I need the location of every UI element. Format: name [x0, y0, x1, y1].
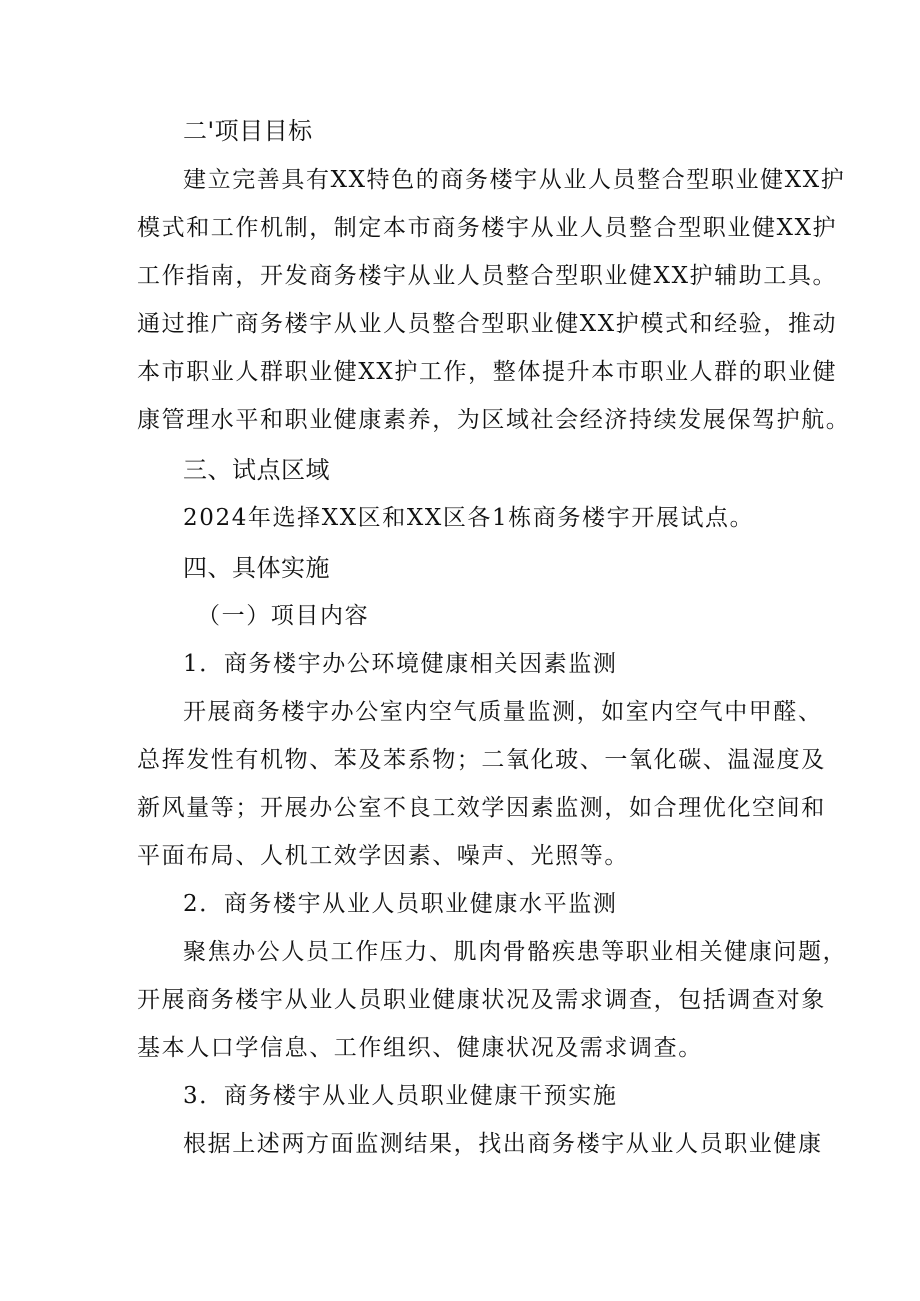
item-title-2: 2．商务楼宇从业人员职业健康水平监测 — [183, 891, 618, 917]
paragraph-line: 平面布局、人机工效学因素、噪声、光照等。 — [137, 843, 629, 869]
paragraph-line: 工作指南，开发商务楼宇从业人员整合型职业健XX护辅助工具。 — [137, 263, 838, 289]
paragraph-line: 根据上述两方面监测结果，找出商务楼宇从业人员职业健康 — [183, 1131, 823, 1157]
item-title-3: 3．商务楼宇从业人员职业健康干预实施 — [183, 1083, 618, 1109]
paragraph-line: 开展商务楼宇从业人员职业健康状况及需求调查，包括调查对象 — [137, 987, 826, 1013]
section-heading-project-goals: 二'项目目标 — [183, 117, 313, 145]
paragraph-line: 聚焦办公人员工作压力、肌肉骨骼疾患等职业相关健康问题， — [183, 939, 848, 965]
paragraph-line: 模式和工作机制，制定本市商务楼宇从业人员整合型职业健XX护 — [137, 215, 838, 241]
item-title-1: 1．商务楼宇办公环境健康相关因素监测 — [183, 651, 618, 677]
section-heading-implementation: 四、具体实施 — [183, 554, 330, 582]
paragraph-line: 基本人口学信息、工作组织、健康状况及需求调查。 — [137, 1035, 703, 1061]
paragraph-line: 2024年选择XX区和XX区各1栋商务楼宇开展试点。 — [183, 505, 755, 531]
paragraph-line: 康管理水平和职业健康素养，为区域社会经济持续发展保驾护航。 — [137, 407, 851, 433]
paragraph-line: 通过推广商务楼宇从业人员整合型职业健XX护模式和经验，推动 — [137, 311, 838, 337]
paragraph-line: 总挥发性有机物、苯及苯系物；二氧化玻、一氧化碳、温湿度及 — [137, 747, 826, 773]
paragraph-line: 开展商务楼宇办公室内空气质量监测，如室内空气中甲醛、 — [183, 699, 823, 725]
paragraph-line: 新风量等；开展办公室不良工效学因素监测，如合理优化空间和 — [137, 795, 826, 821]
subheading-project-content: （一）项目内容 — [197, 603, 370, 629]
section-heading-pilot-area: 三、试点区域 — [183, 456, 330, 484]
paragraph-line: 本市职业人群职业健XX护工作，整体提升本市职业人群的职业健 — [137, 359, 838, 385]
paragraph-line: 建立完善具有XX特色的商务楼宇从业人员整合型职业健XX护 — [183, 167, 846, 193]
